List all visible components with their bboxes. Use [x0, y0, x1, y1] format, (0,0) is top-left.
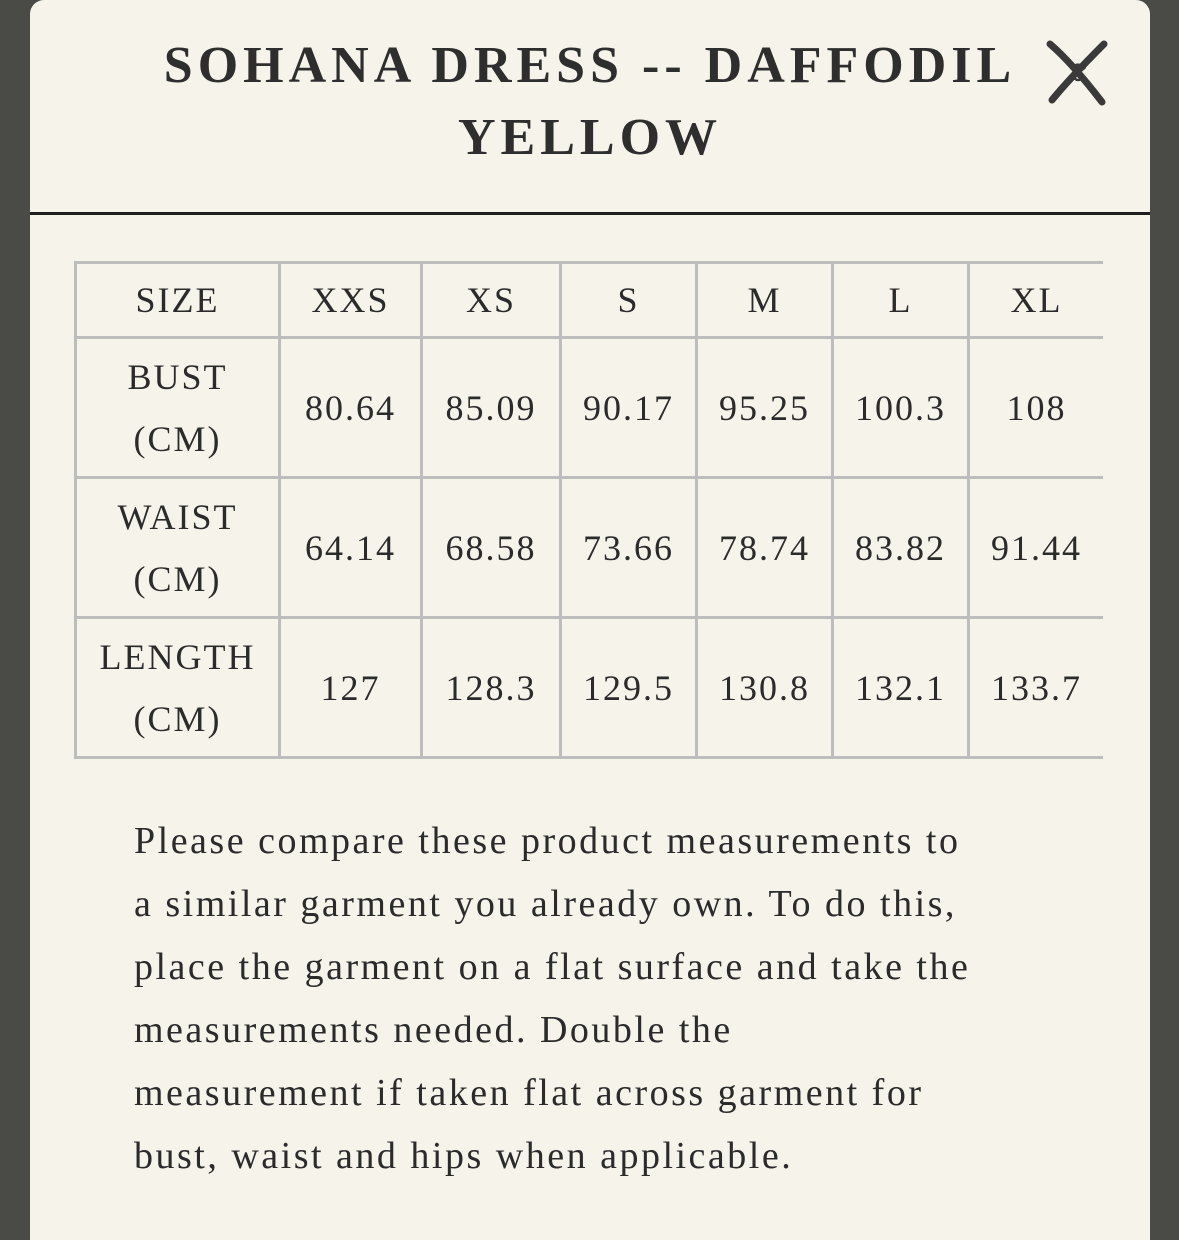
row-label-unit: (CM) [133, 698, 222, 739]
row-label [76, 618, 280, 758]
table-cell: 132.1 [833, 618, 969, 758]
row-label-unit: (CM) [133, 558, 222, 599]
close-button[interactable] [1042, 38, 1112, 108]
row-label-line: BUST [127, 356, 228, 397]
size-chart-modal [30, 0, 1150, 1240]
instructions-line: bust, waist and hips when applicable. [134, 1135, 794, 1177]
table-cell: 85.09 [422, 338, 561, 478]
table-cell: 100.3 [833, 338, 969, 478]
instructions-line: measurement if taken flat across garment for [134, 1072, 924, 1114]
row-label [76, 338, 280, 478]
header-cell: S [561, 263, 697, 338]
table-cell: 78.74 [697, 478, 833, 618]
table-row [76, 618, 1104, 758]
table-cell: 73.66 [561, 478, 697, 618]
row-label-line: WAIST [117, 496, 238, 537]
header-cell: M [697, 263, 833, 338]
table-row [76, 478, 1104, 618]
table-header-row [76, 263, 1104, 338]
header-cell: SIZE [76, 263, 280, 338]
instructions-line: place the garment on a flat surface and take the [134, 946, 971, 988]
row-label [76, 478, 280, 618]
table-cell: 64.14 [280, 478, 422, 618]
table-cell: 129.5 [561, 618, 697, 758]
table-cell: 127 [280, 618, 422, 758]
modal-header [30, 0, 1150, 215]
table-cell: 128.3 [422, 618, 561, 758]
table-cell: 80.64 [280, 338, 422, 478]
size-chart-table [74, 261, 1103, 759]
header-cell: XL [969, 263, 1104, 338]
instructions-line: Please compare these product measurements to [134, 820, 961, 862]
header-cell: L [833, 263, 969, 338]
row-label-unit: (CM) [133, 418, 222, 459]
header-cell: XXS [280, 263, 422, 338]
table-cell: 83.82 [833, 478, 969, 618]
table-cell: 90.17 [561, 338, 697, 478]
table-row [76, 338, 1104, 478]
instructions-line: a similar garment you already own. To do this, [134, 883, 957, 925]
header-cell: XS [422, 263, 561, 338]
modal-title: SOHANA DRESS -- DAFFODIL YELLOW [163, 37, 1017, 166]
table-cell: 91.44 [969, 478, 1104, 618]
measurement-instructions [134, 810, 1074, 1188]
table-cell: 133.7 [969, 618, 1104, 758]
close-x-icon [1042, 38, 1112, 108]
table-cell: 130.8 [697, 618, 833, 758]
table-cell: 108 [969, 338, 1104, 478]
instructions-line: measurements needed. Double the [134, 1009, 733, 1051]
table-cell: 68.58 [422, 478, 561, 618]
table-cell: 95.25 [697, 338, 833, 478]
row-label-line: LENGTH [99, 636, 256, 677]
